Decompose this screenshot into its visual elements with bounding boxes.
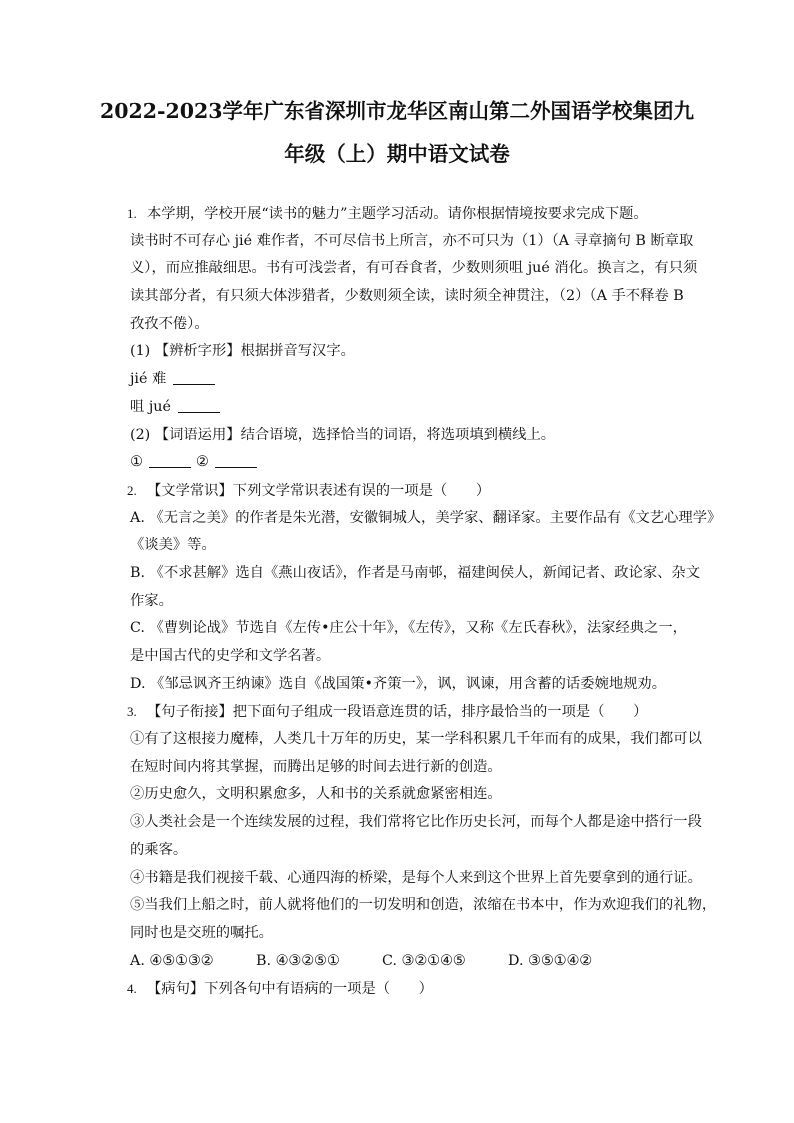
q2-option-d[interactable] — [130, 671, 710, 699]
q3-sentence-2 — [130, 781, 710, 809]
q1-passage-text: 义），而应推敲细思。书有可浅尝者，有可吞食者，少数则须咀 jué 消化。换言之，有只须 — [130, 260, 698, 277]
exam-title-line1: 2022-2023学年广东省深圳市龙华区南山第二外国语学校集团九 — [99, 99, 695, 123]
q3-sentence-3-cont — [130, 837, 710, 865]
q1-sub2-text: (2) 【词语运用】结合语境，选择恰当的词语，将选项填到横线上。 — [130, 426, 556, 443]
q1-number: 1. — [127, 206, 137, 221]
q2-option-c-text: C. 《曹刿论战》节选自《左传•庄公十年》，《左传》，又称《左氏春秋》，法家经典之一， — [130, 620, 687, 637]
q2-option-b[interactable] — [130, 560, 710, 588]
q2-option-b-text: B. 《不求甚解》选自《燕山夜话》，作者是马南邨，福建闽侯人，新闻记者、政论家、杂文 — [130, 564, 701, 581]
q2-option-a[interactable] — [130, 505, 722, 533]
q3-option-c[interactable]: C. ③②①④⑤ — [382, 952, 466, 969]
q1-stem-line — [127, 200, 710, 228]
q1-sub1-a-label: jié 难 — [130, 371, 167, 388]
answer-blank[interactable] — [178, 398, 220, 413]
q3-option-b[interactable]: B. ④③②⑤① — [256, 952, 340, 969]
q1-passage-line-2 — [130, 255, 710, 283]
q4-number: 4. — [127, 981, 137, 997]
q3-option-a[interactable]: A. ④⑤①③② — [130, 952, 214, 969]
q1-passage-line-3 — [130, 283, 710, 311]
q3-stem: 【句子衔接】把下面句子组成一段语意连贯的话，排序最恰当的一项是（ ） — [147, 704, 648, 721]
q4-stem: 【病句】下列各句中有语病的一项是（ ） — [147, 981, 433, 998]
q2-number: 2. — [127, 482, 137, 498]
circle-number-2: ② — [195, 454, 209, 471]
circle-number-1: ① — [130, 454, 143, 471]
q1-sub1-a — [130, 366, 710, 394]
q1-sub2-prompt — [130, 422, 710, 450]
q1-sub1-prompt — [130, 338, 710, 366]
q3-sentence-text: ⑤当我们上船之时，前人就将他们的一切发明和创造，浓缩在书本中，作为欢迎我们的礼物， — [130, 897, 717, 914]
q3-sentence-5 — [130, 892, 717, 920]
q3-sentence-text: ②历史愈久，文明积累愈多，人和书的关系就愈紧密相连。 — [130, 786, 502, 803]
q3-sentence-5-cont — [130, 920, 710, 948]
exam-content — [127, 200, 722, 1003]
q1-passage-line-1 — [130, 228, 710, 256]
q3-sentence-3 — [130, 809, 710, 837]
q3-number: 3. — [127, 704, 137, 720]
q3-options — [130, 948, 710, 976]
q3-sentence-1 — [130, 726, 710, 754]
q3-sentence-text: ③人类社会是一个连续发展的过程，我们常将它比作历史长河，而每个人都是途中搭行一段 — [130, 814, 702, 831]
q2-option-b-cont — [130, 588, 710, 616]
q1-sub2-blanks — [130, 449, 710, 477]
exam-title-line2: 年级（上）期中语文试卷 — [284, 142, 510, 166]
q3-sentence-text: 同时也是交班的嘱托。 — [130, 924, 273, 941]
q2-option-d-text: D. 《邹忌讽齐王纳谏》选自《战国策•齐策一》，讽，讽谏，用含蓄的话委婉地规劝。 — [130, 675, 667, 692]
q2-option-b-text: 作家。 — [130, 592, 173, 609]
q1-stem: 本学期，学校开展“读书的魅力”主题学习活动。请你根据情境按要求完成下题。 — [147, 206, 648, 222]
q3-stem-line — [127, 698, 710, 726]
q3-sentence-1-cont — [130, 754, 710, 782]
answer-blank[interactable] — [173, 370, 215, 385]
q2-option-c[interactable] — [130, 615, 710, 643]
q1-sub1-b-label: 咀 jué — [130, 398, 171, 415]
q2-stem-line — [127, 477, 710, 505]
q2-option-a-text: 《谈美》等。 — [130, 537, 216, 554]
q2-option-a-text: A. 《无言之美》的作者是朱光潜，安徽铜城人，美学家、翻译家。主要作品有《文艺心理学》 — [130, 509, 722, 526]
q2-option-c-text: 是中国古代的史学和文学名著。 — [130, 648, 331, 664]
q1-passage-line-4 — [130, 311, 710, 339]
q1-sub1-text: (1) 【辨析字形】根据拼音写汉字。 — [130, 343, 355, 360]
q1-sub1-b — [130, 394, 710, 422]
q3-sentence-4 — [130, 865, 710, 893]
q2-stem: 【文学常识】下列文学常识表述有误的一项是（ ） — [147, 482, 491, 499]
q1-passage-text: 读书时不可存心 jié 难作者，不可尽信书上所言，亦不可只为（1）（A 寻章摘句 B 断章取 — [130, 232, 694, 249]
q3-sentence-text: 在短时间内将其掌握，而腾出足够的时间去进行新的创造。 — [130, 758, 502, 775]
answer-blank[interactable] — [215, 453, 257, 468]
answer-blank[interactable] — [149, 453, 191, 468]
q1-passage-text: 孜孜不倦）。 — [130, 315, 209, 332]
q3-sentence-text: ①有了这根接力魔棒，人类几十万年的历史，某一学科积累几千年而有的成果，我们都可以 — [130, 731, 702, 748]
q3-sentence-text: 的乘客。 — [130, 841, 188, 858]
q3-option-d[interactable]: D. ③⑤①④② — [508, 952, 593, 969]
q3-sentence-text: ④书籍是我们视接千载、心通四海的桥梁，是每个人来到这个世界上首先要拿到的通行证。 — [130, 869, 702, 886]
q4-stem-line — [127, 975, 710, 1003]
q2-option-c-cont — [130, 643, 710, 671]
q1-passage-text: 读其部分者，有只须大体涉猎者，少数则须全读，读时须全神贯注，（2）（A 手不释卷 B — [130, 288, 684, 305]
q2-option-a-cont — [130, 532, 710, 560]
